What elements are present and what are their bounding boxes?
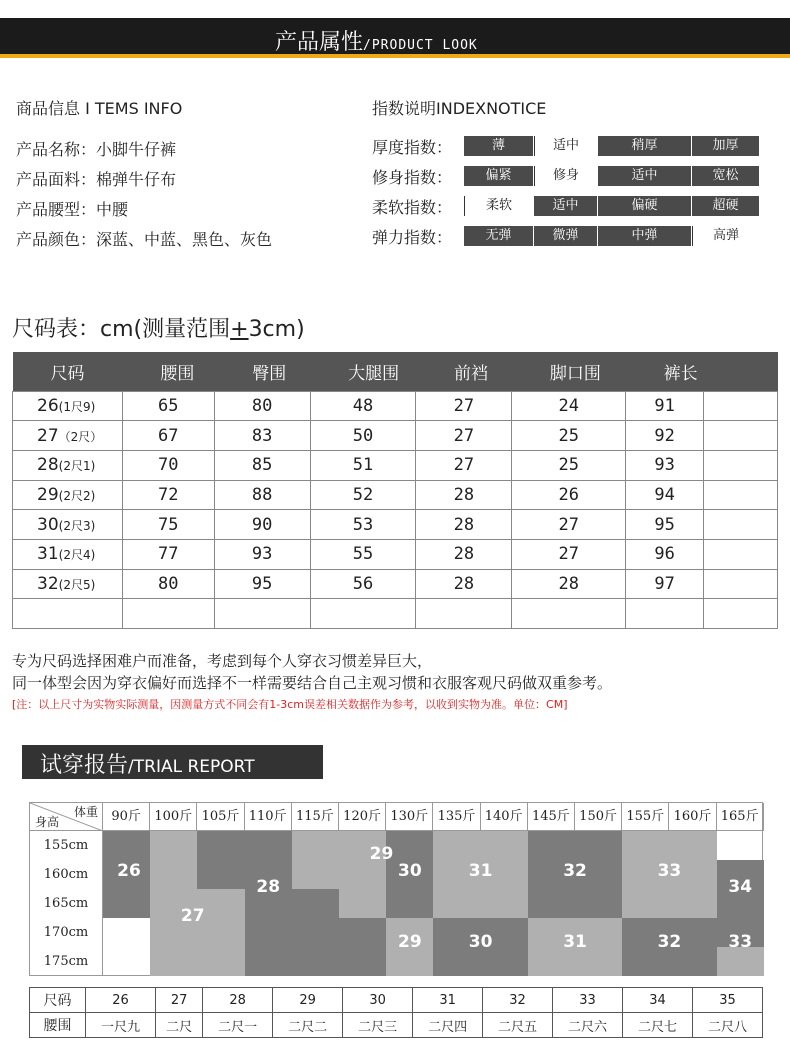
size-table (12, 352, 778, 629)
table-cell: 93 (214, 539, 310, 569)
size-number: 29 (37, 484, 59, 505)
fit-size-label: 30 (468, 932, 493, 953)
table-cell: 28 (512, 569, 626, 599)
title-en: /PRODUCT LOOK (363, 38, 478, 53)
table-cell (704, 450, 778, 480)
table-row (13, 421, 778, 451)
index-row (372, 225, 760, 247)
table-row (13, 391, 778, 421)
size-note: (2尺5) (58, 577, 96, 592)
table-cell: 55 (310, 539, 416, 569)
index-label: 柔软指数： (372, 197, 453, 217)
fit-size-label: 30 (398, 861, 422, 882)
table-cell (704, 480, 778, 510)
waist-value-row (30, 1013, 763, 1038)
size-table-title (12, 312, 305, 343)
weight-header: 140斤 (481, 803, 528, 831)
waist-value-cell: 一尺九 (86, 1013, 156, 1038)
size-note: （2尺） (58, 429, 103, 444)
size-col-header: 前裆 (416, 352, 512, 391)
index-option: 宽松 (692, 166, 760, 186)
index-option: 偏硬 (598, 196, 692, 216)
table-cell: 93 (626, 450, 704, 480)
table-cell: 48 (310, 391, 416, 421)
weight-header: 150斤 (575, 803, 622, 831)
note-line-1: 专为尺码选择困难户而准备，考虑到每个人穿衣习惯差异巨大， (12, 652, 433, 670)
waist-size-cell: 33 (553, 988, 623, 1013)
size-col-header: 裤长 (626, 352, 704, 391)
weight-header: 155斤 (622, 803, 669, 831)
waist-value-cell: 二尺五 (483, 1013, 553, 1038)
info-row-waist: 产品腰型：中腰 (16, 200, 129, 219)
table-cell: 51 (310, 450, 416, 480)
weight-header: 145斤 (528, 803, 575, 831)
size-number: 32 (37, 573, 59, 594)
product-info-heading: 商品信息 I TEMS INFO (16, 99, 183, 118)
fit-size-label: 29 (369, 843, 394, 864)
fit-size-label: 32 (657, 932, 682, 953)
table-row (13, 450, 778, 480)
fit-size-label: 26 (117, 861, 141, 882)
size-note: (2尺1) (58, 459, 96, 474)
table-cell (704, 510, 778, 540)
waist-value-cell: 二尺三 (343, 1013, 413, 1038)
weight-header: 160斤 (669, 803, 716, 831)
trial-title-cn: 试穿报告 (40, 753, 129, 778)
table-cell: 83 (214, 421, 310, 451)
table-row (13, 599, 778, 629)
table-cell: 85 (214, 450, 310, 480)
fit-size-label: 31 (468, 861, 493, 882)
height-label: 165cm (30, 889, 103, 918)
table-cell: 27 (512, 539, 626, 569)
index-option-selected: 高弹 (692, 226, 760, 246)
waist-size-cell: 30 (343, 988, 413, 1013)
section-title (275, 25, 478, 56)
fit-grid (29, 802, 763, 976)
size-number: 30 (37, 514, 59, 535)
table-cell: 97 (626, 569, 704, 599)
height-label: 170cm (30, 918, 103, 947)
fit-size-label: 33 (728, 932, 753, 953)
section-header-product-look (0, 18, 790, 58)
size-cell (13, 421, 123, 451)
table-cell: 75 (122, 510, 214, 540)
info-row-colors: 产品颜色：深蓝、中蓝、黑色、灰色 (16, 230, 273, 249)
fit-size-label: 34 (728, 877, 753, 898)
table-cell: 50 (310, 421, 416, 451)
waist-size-cell: 32 (483, 988, 553, 1013)
index-option: 加厚 (692, 136, 760, 156)
index-option: 微弹 (534, 226, 598, 246)
waist-size-cell: 27 (155, 988, 202, 1013)
size-cell (13, 539, 123, 569)
weight-header: 100斤 (150, 803, 197, 831)
waist-table (29, 987, 763, 1038)
size-table-header (13, 352, 778, 391)
weight-header: 110斤 (245, 803, 292, 831)
size-note: (1尺9) (58, 399, 96, 414)
size-notes (12, 650, 612, 716)
index-label: 厚度指数： (372, 137, 453, 157)
fit-size-label: 31 (563, 932, 587, 953)
index-option: 薄 (464, 136, 534, 156)
index-option-selected: 适中 (534, 136, 598, 156)
table-cell: 26 (512, 480, 626, 510)
table-cell (704, 539, 778, 569)
table-cell: 65 (122, 391, 214, 421)
info-row-name: 产品名称：小脚牛仔裤 (16, 140, 177, 159)
weight-header: 130斤 (386, 803, 433, 831)
note-warning: [注：以上尺寸为实物实际测量，因测量方式不同会有1-3cm误差相关数据作为参考，以收到实物为准。单位：CM] (12, 698, 568, 711)
size-col-header: 大腿围 (310, 352, 416, 391)
waist-size-cell: 35 (692, 988, 762, 1013)
table-cell: 28 (416, 569, 512, 599)
table-cell: 92 (626, 421, 704, 451)
size-cell (13, 480, 123, 510)
table-cell: 91 (626, 391, 704, 421)
table-cell: 72 (122, 480, 214, 510)
table-cell: 27 (512, 510, 626, 540)
size-col-header: 脚口围 (512, 352, 626, 391)
fit-size-label: 32 (563, 861, 587, 882)
size-cell (13, 391, 123, 421)
index-scale (464, 166, 760, 186)
size-cell (13, 599, 123, 629)
waist-value-cell: 二尺八 (692, 1013, 762, 1038)
waist-size-cell: 26 (86, 988, 156, 1013)
info-row-fabric: 产品面料：棉弹牛仔布 (16, 170, 177, 189)
index-row (372, 135, 760, 157)
table-cell: 28 (416, 539, 512, 569)
index-option: 适中 (534, 196, 598, 216)
table-row (13, 569, 778, 599)
waist-value-cell: 二尺六 (553, 1013, 623, 1038)
weight-header: 165斤 (717, 803, 764, 831)
table-cell: 53 (310, 510, 416, 540)
title-cn: 产品属性 (275, 30, 364, 55)
index-row (372, 165, 760, 187)
waist-row1-label: 尺码 (30, 988, 86, 1013)
index-scale (464, 226, 760, 246)
index-option: 偏紧 (464, 166, 534, 186)
corner-weight: 体重 (73, 805, 98, 819)
index-option: 中弹 (598, 226, 692, 246)
table-cell: 94 (626, 480, 704, 510)
waist-size-cell: 31 (413, 988, 483, 1013)
size-title-text: 尺码表：cm(测量范围 (12, 317, 231, 342)
size-number: 28 (37, 455, 59, 476)
table-cell: 67 (122, 421, 214, 451)
note-line-2: 同一体型会因为穿衣偏好而选择不一样需要结合自己主观习惯和衣服客观尺码做双重参考。 (12, 674, 613, 692)
table-cell (704, 421, 778, 451)
size-number: 26 (37, 395, 59, 416)
fit-size-label: 33 (657, 861, 682, 882)
height-label: 175cm (30, 947, 103, 976)
table-cell (214, 599, 310, 629)
trial-title-en: /TRIAL REPORT (128, 757, 255, 777)
index-notice (372, 96, 739, 247)
fit-size-label: 28 (256, 877, 281, 898)
waist-value-cell: 二尺四 (413, 1013, 483, 1038)
table-cell: 24 (512, 391, 626, 421)
table-cell: 56 (310, 569, 416, 599)
table-cell: 27 (416, 450, 512, 480)
index-option: 适中 (598, 166, 692, 186)
size-number: 27 (37, 425, 59, 446)
waist-value-cell: 二尺 (155, 1013, 202, 1038)
waist-size-cell: 29 (273, 988, 343, 1013)
index-heading: 指数说明INDEXNOTICE (372, 99, 547, 118)
table-cell (704, 599, 778, 629)
waist-size-row (30, 988, 763, 1013)
weight-header: 115斤 (292, 803, 339, 831)
waist-value-cell: 二尺一 (203, 1013, 273, 1038)
height-label: 155cm (30, 831, 103, 860)
table-cell: 28 (416, 480, 512, 510)
index-option: 稍厚 (598, 136, 692, 156)
corner-height: 身高 (35, 815, 60, 829)
size-note: (2尺3) (58, 518, 96, 533)
index-option-selected: 修身 (534, 166, 598, 186)
size-cell (13, 569, 123, 599)
table-cell (416, 599, 512, 629)
index-row (372, 195, 760, 217)
size-col-header: 尺码 (13, 352, 123, 391)
table-cell: 88 (214, 480, 310, 510)
index-label: 修身指数： (372, 167, 453, 187)
index-scale (464, 196, 760, 216)
size-cell (13, 510, 123, 540)
index-option: 无弹 (464, 226, 534, 246)
table-cell: 77 (122, 539, 214, 569)
index-option-selected: 柔软 (464, 196, 534, 216)
size-col-header: 臀围 (214, 352, 310, 391)
table-cell (704, 569, 778, 599)
grid-corner (30, 803, 103, 831)
trial-report-header (22, 745, 323, 779)
table-row (13, 539, 778, 569)
plus-minus: + (230, 317, 249, 342)
index-scale (464, 136, 760, 156)
waist-size-cell: 28 (203, 988, 273, 1013)
table-cell: 25 (512, 450, 626, 480)
size-col-header: 腰围 (122, 352, 214, 391)
table-cell (626, 599, 704, 629)
table-cell (310, 599, 416, 629)
table-cell: 27 (416, 421, 512, 451)
product-info (16, 96, 272, 257)
height-label: 160cm (30, 860, 103, 889)
weight-header: 135斤 (433, 803, 480, 831)
waist-size-cell: 34 (623, 988, 693, 1013)
table-cell: 25 (512, 421, 626, 451)
waist-value-cell: 二尺七 (623, 1013, 693, 1038)
index-option: 超硬 (692, 196, 760, 216)
waist-row2-label: 腰围 (30, 1013, 86, 1038)
table-cell: 27 (416, 391, 512, 421)
fit-block (150, 889, 244, 976)
table-cell: 90 (214, 510, 310, 540)
weight-header: 90斤 (103, 803, 150, 831)
waist-value-cell: 二尺二 (273, 1013, 343, 1038)
table-row (13, 480, 778, 510)
table-cell: 52 (310, 480, 416, 510)
table-cell: 28 (416, 510, 512, 540)
size-note: (2尺4) (58, 548, 96, 563)
table-cell (704, 391, 778, 421)
table-cell: 95 (214, 569, 310, 599)
weight-header: 105斤 (197, 803, 244, 831)
table-row (13, 510, 778, 540)
size-title-range: 3cm) (248, 317, 305, 342)
table-cell (122, 599, 214, 629)
index-label: 弹力指数： (372, 227, 453, 247)
size-note: (2尺2) (58, 488, 96, 503)
size-number: 31 (37, 544, 59, 565)
size-cell (13, 450, 123, 480)
weight-header: 120斤 (339, 803, 386, 831)
table-cell: 80 (214, 391, 310, 421)
table-cell: 96 (626, 539, 704, 569)
size-col-header (704, 352, 778, 391)
table-cell: 95 (626, 510, 704, 540)
fit-size-label: 27 (180, 906, 205, 927)
table-cell (512, 599, 626, 629)
table-cell: 80 (122, 569, 214, 599)
fit-size-label: 29 (398, 932, 422, 953)
table-cell: 70 (122, 450, 214, 480)
